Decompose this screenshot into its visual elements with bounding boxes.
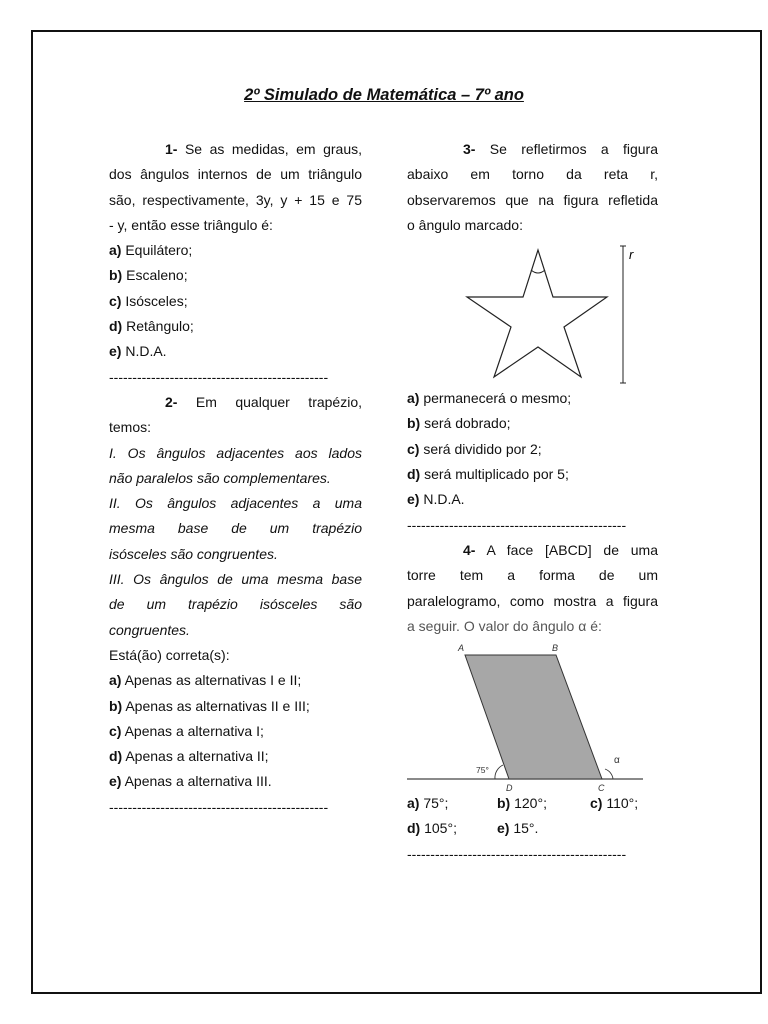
option-letter: b) <box>407 415 421 432</box>
option-letter: c) <box>109 722 122 739</box>
parallelogram-figure <box>407 639 658 791</box>
q4-text-1: A face [ABCD] de uma <box>486 541 658 558</box>
option-text: 110°; <box>606 795 639 812</box>
option-text: será dobrado; <box>424 415 511 432</box>
q2-statement-2b: mesma base de um trapézio <box>109 520 362 537</box>
q2-statement-3b: de um trapézio isósceles são <box>109 596 362 613</box>
angle-alpha-arc <box>605 769 613 779</box>
option-letter: c) <box>109 292 122 309</box>
q1-option-c[interactable] <box>109 289 362 314</box>
angle-75-arc <box>495 765 503 779</box>
option-text: 75°; <box>423 795 449 812</box>
right-column <box>407 137 658 867</box>
separator: ----------------------------------------------- <box>109 798 329 815</box>
vertex-label-b: B <box>552 643 559 654</box>
option-letter: b) <box>497 795 511 812</box>
option-letter: e) <box>407 491 420 508</box>
marked-angle-arc <box>531 270 545 273</box>
separator: ----------------------------------------------- <box>407 516 627 533</box>
q4-line-3: paralelogramo, como mostra a figura <box>407 592 658 609</box>
option-letter: d) <box>109 318 123 335</box>
q3-line-1 <box>407 137 658 162</box>
option-letter: d) <box>407 820 421 837</box>
vertex-label-c: C <box>598 783 605 792</box>
q3-line-2: abaixo em torno da reta r, <box>407 166 658 183</box>
vertex-label-a: A <box>458 643 465 654</box>
q2-option-b[interactable] <box>109 694 362 719</box>
option-text: Apenas a alternativa I; <box>124 722 264 739</box>
q4-option-c[interactable] <box>590 791 638 816</box>
separator: ----------------------------------------------- <box>407 845 627 862</box>
q4-line-2: torre tem a forma de um <box>407 567 658 584</box>
q2-statement-2c: isósceles são congruentes. <box>109 545 278 562</box>
angle-label-alpha: α <box>614 755 620 767</box>
option-text: Equilátero; <box>125 242 193 259</box>
q2-statement-1b: não paralelos são complementares. <box>109 469 331 486</box>
q3-option-a[interactable] <box>407 386 658 411</box>
q2-question: Está(ão) correta(s): <box>109 646 230 663</box>
option-text: será multiplicado por 5; <box>424 466 569 483</box>
option-text: Retângulo; <box>126 318 194 335</box>
q2-option-a[interactable] <box>109 668 362 693</box>
q2-line-2: temos: <box>109 419 152 436</box>
q4-option-d[interactable] <box>407 816 497 841</box>
option-letter: a) <box>109 672 122 689</box>
option-text: Apenas as alternativas I e II; <box>124 672 302 689</box>
q2-statement-3a: III. Os ângulos de uma mesma base <box>109 571 362 588</box>
q1-option-a[interactable] <box>109 238 362 263</box>
q2-option-d[interactable] <box>109 744 362 769</box>
option-letter: e) <box>109 773 122 790</box>
option-letter: e) <box>109 343 122 360</box>
q1-text-1: Se as medidas, em graus, <box>184 141 362 157</box>
star-figure <box>407 238 658 386</box>
q3-option-b[interactable] <box>407 411 658 436</box>
q4-answers-row-1 <box>407 791 658 816</box>
option-letter: a) <box>109 242 122 259</box>
option-text: N.D.A. <box>423 491 465 508</box>
q4-answers-row-2 <box>407 816 658 841</box>
q4-number: 4- <box>463 541 476 558</box>
star-shape <box>467 250 607 377</box>
option-text: 15°. <box>513 820 539 837</box>
q4-line-4: a seguir. O valor do ângulo α é: <box>407 617 602 634</box>
q3-line-4: o ângulo marcado: <box>407 216 523 233</box>
option-letter: d) <box>109 748 123 765</box>
option-letter: e) <box>497 820 510 837</box>
q4-option-a[interactable] <box>407 791 497 816</box>
left-column <box>109 137 362 820</box>
q3-number: 3- <box>463 141 476 157</box>
separator: ----------------------------------------------- <box>109 368 329 385</box>
option-letter: b) <box>109 697 123 714</box>
angle-label-75: 75° <box>476 765 489 776</box>
q4-line-1 <box>407 538 658 563</box>
option-text: permanecerá o mesmo; <box>423 390 572 407</box>
option-text: Isósceles; <box>125 292 188 309</box>
option-letter: c) <box>590 795 603 812</box>
parallelogram-abcd <box>465 655 602 779</box>
q2-statement-3c: congruentes. <box>109 621 190 638</box>
q4-option-b[interactable] <box>497 791 590 816</box>
option-text: Escaleno; <box>126 267 188 284</box>
q3-option-d[interactable] <box>407 462 658 487</box>
q2-statement-2a: II. Os ângulos adjacentes a uma <box>109 495 362 512</box>
q1-line-4: - y, então esse triângulo é: <box>109 216 273 233</box>
option-letter: c) <box>407 440 420 457</box>
option-letter: b) <box>109 267 123 284</box>
q1-line-2: dos ângulos internos de um triângulo <box>109 166 362 183</box>
q3-line-3: observaremos que na figura refletida <box>407 191 658 208</box>
vertex-label-d: D <box>506 783 513 792</box>
q1-option-d[interactable] <box>109 314 362 339</box>
q2-intro: Em qualquer trapézio, <box>195 393 362 410</box>
q2-option-e[interactable] <box>109 769 362 794</box>
q1-option-e[interactable] <box>109 339 362 364</box>
q2-line-1 <box>109 390 362 415</box>
option-text: Apenas a alternativa II; <box>125 748 269 765</box>
option-letter: a) <box>407 795 420 812</box>
q3-text-1: Se refletirmos a figura <box>489 141 659 157</box>
q3-option-e[interactable] <box>407 487 658 512</box>
option-text: 120°; <box>514 795 547 812</box>
page-title: 2º Simulado de Matemática – 7º ano <box>244 86 524 104</box>
q2-option-c[interactable] <box>109 719 362 744</box>
option-text: 105°; <box>424 820 457 837</box>
q2-statement-1a: I. Os ângulos adjacentes aos lados <box>109 444 362 461</box>
q4-option-e[interactable] <box>497 816 590 841</box>
option-text: Apenas as alternativas II e III; <box>125 697 310 714</box>
option-letter: d) <box>407 466 421 483</box>
q1-line-1 <box>109 137 362 162</box>
q1-option-b[interactable] <box>109 263 362 288</box>
q1-number: 1- <box>165 141 178 157</box>
option-text: Apenas a alternativa III. <box>124 773 272 790</box>
option-text: N.D.A. <box>125 343 167 360</box>
q3-option-c[interactable] <box>407 437 658 462</box>
option-text: será dividido por 2; <box>423 440 542 457</box>
q2-number: 2- <box>165 393 178 410</box>
line-label-r: r <box>629 247 634 263</box>
q1-line-3: são, respectivamente, 3y, y + 15 e 75 <box>109 191 362 208</box>
option-letter: a) <box>407 390 420 407</box>
